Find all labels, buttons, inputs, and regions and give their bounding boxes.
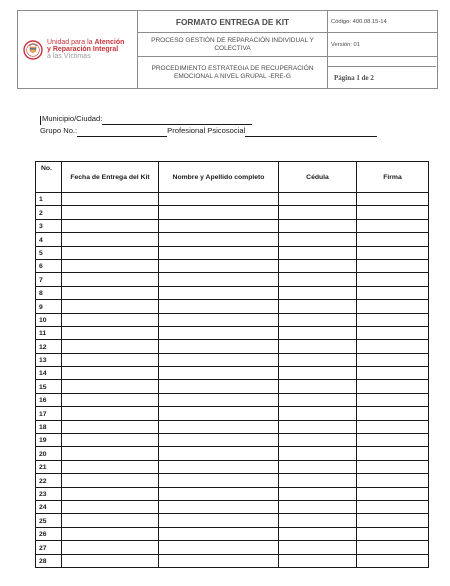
firma-cell[interactable] [357, 420, 429, 433]
table-row [36, 206, 429, 219]
table-row [36, 219, 429, 232]
firma-cell[interactable] [357, 286, 429, 299]
nombre-cell[interactable] [159, 500, 279, 513]
row-number: 28 [36, 554, 62, 567]
cedula-cell[interactable] [279, 326, 357, 339]
procedure-name: PROCEDIMIENTO ESTRATEGIA DE RECUPERACIÓN EMOCIONAL A NIVEL GRUPAL -ERE-G [138, 57, 328, 89]
nombre-cell[interactable] [159, 434, 279, 447]
firma-cell[interactable] [357, 219, 429, 232]
cedula-cell[interactable] [279, 407, 357, 420]
nombre-cell[interactable] [159, 286, 279, 299]
firma-cell[interactable] [357, 474, 429, 487]
table-row [36, 541, 429, 554]
row-number: 23 [36, 487, 62, 500]
fecha-cell[interactable] [62, 420, 159, 433]
cedula-cell[interactable] [279, 286, 357, 299]
table-row [36, 460, 429, 473]
cedula-cell[interactable] [279, 273, 357, 286]
fecha-cell[interactable] [62, 434, 159, 447]
table-row [36, 367, 429, 380]
fecha-cell[interactable] [62, 219, 159, 232]
municipio-field[interactable] [102, 116, 252, 125]
fecha-cell[interactable] [62, 487, 159, 500]
fecha-cell[interactable] [62, 353, 159, 366]
colombia-seal-icon [23, 40, 43, 60]
row-number: 24 [36, 500, 62, 513]
firma-cell[interactable] [357, 273, 429, 286]
table-row [36, 246, 429, 259]
row-number: 1 [36, 193, 62, 206]
nombre-cell[interactable] [159, 259, 279, 272]
cedula-cell[interactable] [279, 474, 357, 487]
firma-cell[interactable] [357, 407, 429, 420]
profesional-field[interactable] [245, 128, 377, 137]
nombre-cell[interactable] [159, 541, 279, 554]
table-row [36, 380, 429, 393]
nombre-cell[interactable] [159, 340, 279, 353]
nombre-cell[interactable] [159, 206, 279, 219]
table-row [36, 326, 429, 339]
fecha-cell[interactable] [62, 500, 159, 513]
table-row [36, 273, 429, 286]
fecha-cell[interactable] [62, 474, 159, 487]
row-number: 13 [36, 353, 62, 366]
nombre-cell[interactable] [159, 527, 279, 540]
fecha-cell[interactable] [62, 246, 159, 259]
row-number: 20 [36, 447, 62, 460]
nombre-cell[interactable] [159, 193, 279, 206]
firma-cell[interactable] [357, 460, 429, 473]
municipio-label: Municipio/Ciudad: [42, 114, 103, 123]
firma-cell[interactable] [357, 340, 429, 353]
cedula-cell[interactable] [279, 219, 357, 232]
nombre-cell[interactable] [159, 367, 279, 380]
nombre-cell[interactable] [159, 420, 279, 433]
nombre-cell[interactable] [159, 326, 279, 339]
nombre-cell[interactable] [159, 273, 279, 286]
document-version: Versión: 01 [328, 33, 438, 57]
nombre-cell[interactable] [159, 447, 279, 460]
table-row [36, 340, 429, 353]
nombre-cell[interactable] [159, 514, 279, 527]
row-number: 2 [36, 206, 62, 219]
row-number: 27 [36, 541, 62, 554]
cedula-cell[interactable] [279, 460, 357, 473]
table-row [36, 313, 429, 326]
firma-cell[interactable] [357, 353, 429, 366]
table-row [36, 259, 429, 272]
row-number: 22 [36, 474, 62, 487]
row-number: 5 [36, 246, 62, 259]
row-number: 4 [36, 233, 62, 246]
fecha-cell[interactable] [62, 193, 159, 206]
nombre-cell[interactable] [159, 233, 279, 246]
cedula-cell[interactable] [279, 367, 357, 380]
table-row [36, 353, 429, 366]
grupo-row [40, 125, 420, 137]
cedula-cell[interactable] [279, 541, 357, 554]
row-number: 3 [36, 219, 62, 232]
fecha-cell[interactable] [62, 313, 159, 326]
firma-cell[interactable] [357, 300, 429, 313]
table-row [36, 407, 429, 420]
kit-delivery-table [35, 161, 429, 568]
nombre-cell[interactable] [159, 474, 279, 487]
table-row [36, 300, 429, 313]
table-row [36, 554, 429, 567]
cedula-cell[interactable] [279, 500, 357, 513]
cedula-cell[interactable] [279, 353, 357, 366]
row-number: 16 [36, 393, 62, 406]
row-number: 15 [36, 380, 62, 393]
column-header-nombre: Nombre y Apellido completo [159, 162, 279, 193]
cedula-cell[interactable] [279, 300, 357, 313]
firma-cell[interactable] [357, 514, 429, 527]
table-row [36, 487, 429, 500]
cedula-cell[interactable] [279, 527, 357, 540]
cedula-cell[interactable] [279, 434, 357, 447]
cedula-cell[interactable] [279, 487, 357, 500]
column-header-no: No. [36, 162, 62, 193]
firma-cell[interactable] [357, 447, 429, 460]
table-row [36, 393, 429, 406]
fecha-cell[interactable] [62, 286, 159, 299]
fecha-cell[interactable] [62, 460, 159, 473]
cedula-cell[interactable] [279, 554, 357, 567]
fecha-cell[interactable] [62, 407, 159, 420]
firma-cell[interactable] [357, 193, 429, 206]
table-row [36, 193, 429, 206]
fecha-cell[interactable] [62, 514, 159, 527]
fecha-cell[interactable] [62, 326, 159, 339]
grupo-field[interactable] [77, 128, 167, 137]
form-fields [40, 113, 420, 137]
fecha-cell[interactable] [62, 367, 159, 380]
cedula-cell[interactable] [279, 233, 357, 246]
row-number: 17 [36, 407, 62, 420]
firma-cell[interactable] [357, 393, 429, 406]
cedula-cell[interactable] [279, 380, 357, 393]
cedula-cell[interactable] [279, 514, 357, 527]
firma-cell[interactable] [357, 233, 429, 246]
firma-cell[interactable] [357, 206, 429, 219]
logo-cell [18, 11, 138, 89]
column-header-firma: Firma [357, 162, 429, 193]
firma-cell[interactable] [357, 541, 429, 554]
fecha-cell[interactable] [62, 340, 159, 353]
firma-cell[interactable] [357, 313, 429, 326]
table-row [36, 420, 429, 433]
fecha-cell[interactable] [62, 206, 159, 219]
nombre-cell[interactable] [159, 380, 279, 393]
cedula-cell[interactable] [279, 420, 357, 433]
fecha-cell[interactable] [62, 554, 159, 567]
table-row [36, 447, 429, 460]
fecha-cell[interactable] [62, 380, 159, 393]
table-row [36, 474, 429, 487]
fecha-cell[interactable] [62, 259, 159, 272]
table-row [36, 434, 429, 447]
page-number-cell [328, 66, 436, 88]
cedula-cell[interactable] [279, 393, 357, 406]
nombre-cell[interactable] [159, 460, 279, 473]
firma-cell[interactable] [357, 367, 429, 380]
row-number: 11 [36, 326, 62, 339]
firma-cell[interactable] [357, 554, 429, 567]
table-row [36, 233, 429, 246]
nombre-cell[interactable] [159, 313, 279, 326]
nombre-cell[interactable] [159, 219, 279, 232]
table-row [36, 514, 429, 527]
unidad-victimas-logo [21, 39, 134, 60]
page-number: Página 1 de 2 [334, 73, 374, 82]
nombre-cell[interactable] [159, 300, 279, 313]
row-number: 8 [36, 286, 62, 299]
row-number: 18 [36, 420, 62, 433]
fecha-cell[interactable] [62, 541, 159, 554]
nombre-cell[interactable] [159, 246, 279, 259]
nombre-cell[interactable] [159, 487, 279, 500]
row-number: 26 [36, 527, 62, 540]
firma-cell[interactable] [357, 487, 429, 500]
document-code: Código: 400.08.15-14 [328, 11, 438, 33]
table-header-row [36, 162, 429, 193]
cedula-cell[interactable] [279, 447, 357, 460]
firma-cell[interactable] [357, 246, 429, 259]
cedula-cell[interactable] [279, 193, 357, 206]
fecha-cell[interactable] [62, 447, 159, 460]
row-number: 21 [36, 460, 62, 473]
table-row [36, 500, 429, 513]
fecha-cell[interactable] [62, 273, 159, 286]
table-row [36, 527, 429, 540]
row-number: 25 [36, 514, 62, 527]
row-number: 12 [36, 340, 62, 353]
firma-cell[interactable] [357, 326, 429, 339]
cedula-cell[interactable] [279, 246, 357, 259]
fecha-cell[interactable] [62, 527, 159, 540]
grupo-label: Grupo No.: [40, 126, 78, 135]
cedula-cell[interactable] [279, 206, 357, 219]
firma-cell[interactable] [357, 527, 429, 540]
row-number: 10 [36, 313, 62, 326]
column-header-cedula: Cédula [279, 162, 357, 193]
nombre-cell[interactable] [159, 554, 279, 567]
column-header-fecha: Fecha de Entrega del Kit [62, 162, 159, 193]
firma-cell[interactable] [357, 500, 429, 513]
row-number: 14 [36, 367, 62, 380]
text-cursor [40, 116, 41, 125]
cedula-cell[interactable] [279, 340, 357, 353]
fecha-cell[interactable] [62, 393, 159, 406]
table-row [36, 286, 429, 299]
firma-cell[interactable] [357, 434, 429, 447]
municipio-row [40, 113, 420, 125]
nombre-cell[interactable] [159, 407, 279, 420]
firma-cell[interactable] [357, 380, 429, 393]
fecha-cell[interactable] [62, 233, 159, 246]
cedula-cell[interactable] [279, 313, 357, 326]
cedula-cell[interactable] [279, 259, 357, 272]
nombre-cell[interactable] [159, 353, 279, 366]
fecha-cell[interactable] [62, 300, 159, 313]
document-title: FORMATO ENTREGA DE KIT [138, 11, 328, 33]
row-number: 6 [36, 259, 62, 272]
row-number: 19 [36, 434, 62, 447]
nombre-cell[interactable] [159, 393, 279, 406]
process-name: PROCESO GESTIÓN DE REPARACIÓN INDIVIDUAL Y COLECTIVA [138, 33, 328, 57]
firma-cell[interactable] [357, 259, 429, 272]
profesional-label: Profesional Psicosocial [167, 126, 246, 135]
row-number: 9 [36, 300, 62, 313]
logo-wordmark: Unidad para la Atención y Reparación Integral a las Víctimas [47, 39, 125, 60]
row-number: 7 [36, 273, 62, 286]
